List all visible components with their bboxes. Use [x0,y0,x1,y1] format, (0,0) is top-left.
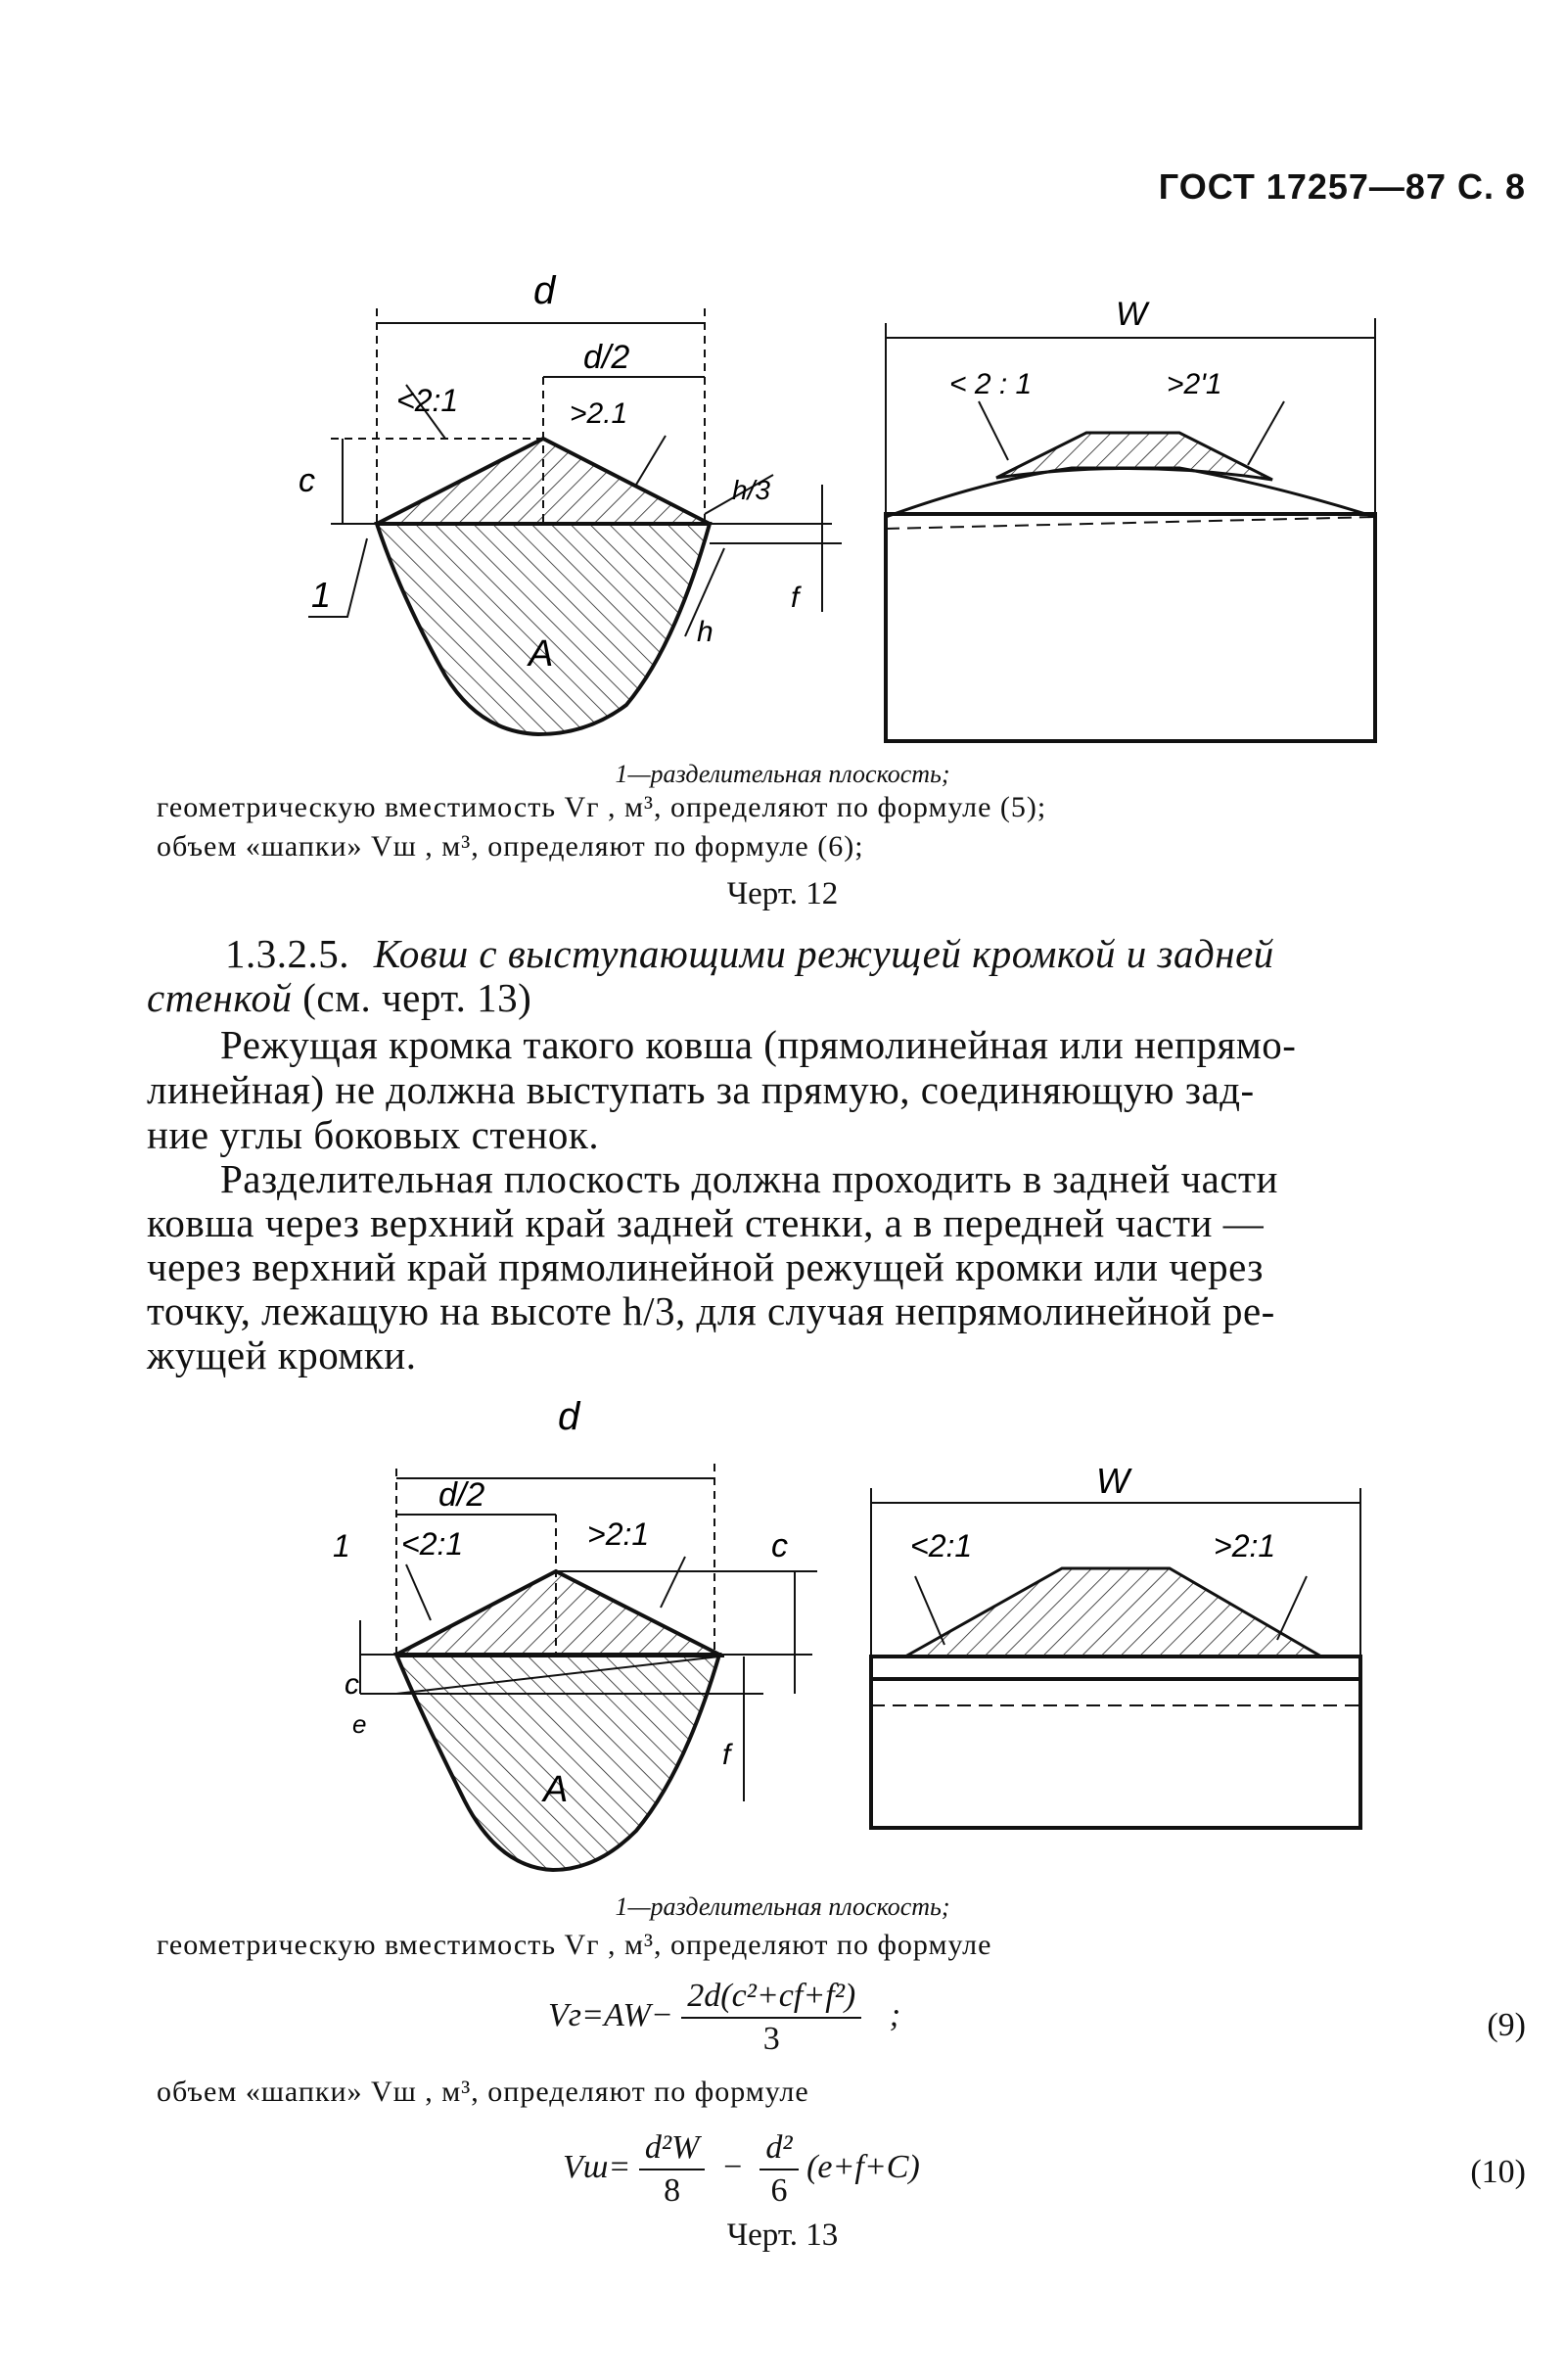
fig13-line-volume: геометрическую вместимость Vг , м³, определяют по формуле [157,1929,992,1961]
formula-10-numerator-1: d²W [639,2129,706,2170]
fig12-line-volume: геометрическую вместимость Vг , м³, определяют по формуле (5); [157,791,1047,823]
section-title-ref: (см. черт. 13) [292,975,532,1020]
formula-9-number: (9) [1487,2007,1526,2043]
figure-13-drawing [0,1395,1565,1880]
formula-10-fraction-1 [639,2129,706,2210]
fig12-label-d-half: d/2 [583,339,630,376]
formula-10-fraction-2 [759,2129,798,2210]
fig12-legend: 1—разделительная плоскость; [615,760,950,788]
section-title-part1: Ковш с выступающими режущей кромкой и задней [373,931,1274,976]
fig13-legend: 1—разделительная плоскость; [615,1892,950,1921]
fig12-caption: Черт. 12 [726,876,839,911]
fig13-label-w-gt: >2:1 [1214,1528,1276,1563]
fig12-label-one: 1 [311,575,332,615]
fig13-label-d: d [558,1395,580,1438]
formula-10-minus: − [720,2148,744,2185]
p2-line5: жущей кромки. [147,1332,417,1377]
fig12-bucket-section [377,439,710,734]
section-heading-line1 [225,930,1274,977]
p2-line3: через верхний край прямолинейной режущей кромки или через [147,1244,1264,1289]
fig13-area-A [396,1655,719,1870]
fig12-label-A: A [529,633,554,675]
formula-10-tail: (e+f+C) [806,2148,920,2185]
fig12-label-W: W [1116,296,1148,333]
fig13-label-c-left: c [345,1668,359,1701]
formula-10 [563,2129,920,2210]
formula-10-lhs: Vш= [563,2148,631,2185]
fig13-label-gt: >2:1 [587,1517,650,1552]
p2-line1: Разделительная плоскость должна проходить в задней части [220,1156,1278,1201]
p1-line1: Режущая кромка такого ковша (прямолинейная или непрямо- [220,1022,1297,1067]
fig13-label-lt: <2:1 [401,1526,464,1562]
fig13-label-f: f [722,1739,731,1771]
fig13-label-c-right: c [771,1527,788,1564]
fig13-label-d-half: d/2 [438,1476,485,1514]
formula-9-numerator: 2d(c²+cf+f²) [681,1978,861,2019]
p1-line3: ние углы боковых стенок. [147,1112,600,1157]
fig13-caption: Черт. 13 [726,2217,839,2253]
fig13-label-A: A [543,1769,569,1810]
fig12-label-h3: h/3 [732,475,770,505]
fig13-label-e: e [352,1709,367,1739]
fig13-bucket-section [396,1571,724,1870]
formula-9-semicolon: ; [889,1996,901,2033]
fig13-cap-area [396,1571,719,1655]
fig12-label-gt: >2.1 [570,397,628,430]
fig13-line-cap: объем «шапки» Vш , м³, определяют по формуле [157,2076,809,2108]
fig12-label-h: h [697,616,713,648]
formula-9-denominator: 3 [762,2021,780,2057]
formula-9-fraction [681,1978,861,2058]
page-header: ГОСТ 17257—87 С. 8 [1158,166,1526,207]
formula-10-number: (10) [1470,2154,1526,2190]
fig12-label-f: f [791,582,800,614]
formula-9 [548,1978,900,2058]
formula-10-denominator-1: 8 [664,2172,681,2209]
p1-line2: линейная) не должна выступать за прямую, соединяющую зад- [147,1067,1255,1112]
fig12-label-c: c [299,462,315,499]
fig13-label-w-lt: <2:1 [910,1528,973,1563]
p2-line4: точку, лежащую на высоте h/3, для случая непрямолинейной ре- [147,1288,1275,1333]
fig12-label-d: d [533,269,556,312]
fig13-label-W: W [1096,1461,1129,1501]
fig13-label-one: 1 [333,1528,350,1563]
fig12-label-w-lt: < 2 : 1 [949,368,1033,400]
formula-9-lhs: Vг=AW− [548,1996,673,2033]
section-number: 1.3.2.5. [225,931,349,976]
fig12-line-cap: объем «шапки» Vш , м³, определяют по формуле (6); [157,830,864,863]
formula-10-numerator-2: d² [759,2129,798,2170]
formula-10-denominator-2: 6 [770,2172,788,2209]
fig12-area-A [377,524,710,734]
section-title-part2: стенкой [147,975,293,1020]
section-heading-line2 [147,974,531,1021]
fig12-label-lt: <2:1 [396,383,459,418]
p2-line2: ковша через верхний край задней стенки, а в передней части — [147,1200,1265,1245]
fig12-label-w-gt: >2'1 [1167,368,1222,400]
